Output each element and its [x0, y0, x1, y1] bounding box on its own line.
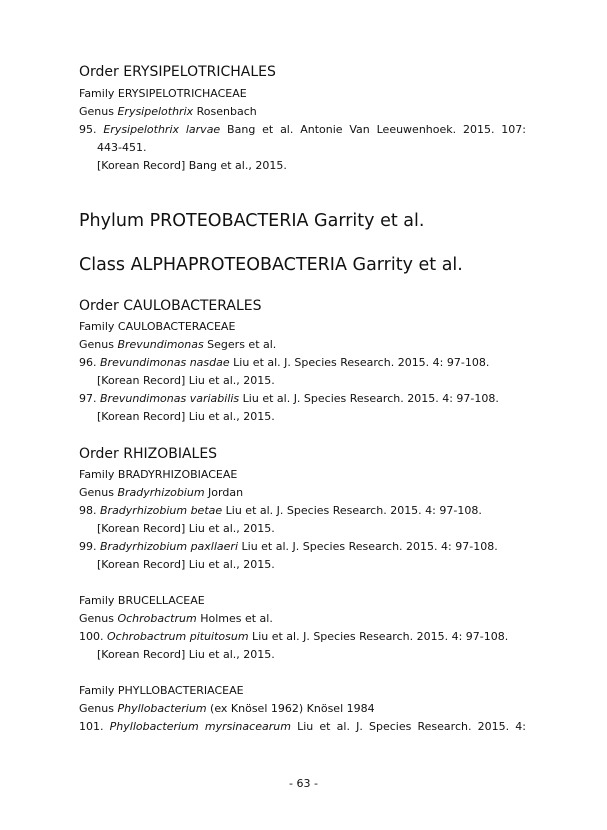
species-name: Phyllobacterium myrsinacearum [109, 720, 291, 733]
species-entry-99 [79, 540, 498, 553]
species-entry-101 [79, 720, 526, 733]
genus-heading [79, 702, 375, 715]
entry-number: 101. [79, 720, 110, 733]
species-entry-95 [79, 123, 526, 136]
species-reference: Liu et al. J. Species Research. 2015. 4: 97-108. [238, 540, 498, 553]
genus-label: Genus [79, 612, 118, 625]
entry-number: 100. [79, 630, 107, 643]
order-heading: Order ERYSIPELOTRICHALES [79, 64, 276, 80]
page-number: - 63 - [289, 777, 318, 790]
genus-name: Erysipelothrix [117, 105, 194, 118]
family-heading: Family BRUCELLACEAE [79, 594, 205, 607]
species-reference: Liu et al. J. Species Research. 2015. 4: 97-108. [229, 356, 490, 369]
species-name: Ochrobactrum pituitosum [107, 630, 249, 643]
species-reference: Liu et al. J. Species Research. 2015. 4: [290, 720, 526, 733]
genus-author: Jordan [204, 486, 244, 499]
genus-heading [79, 612, 273, 625]
genus-label: Genus [79, 702, 118, 715]
species-reference: Bang et al. Antonie Van Leeuwenhoek. 2015. 107: [220, 123, 527, 136]
genus-name: Bradyrhizobium [117, 486, 205, 499]
family-heading: Family CAULOBACTERACEAE [79, 320, 236, 333]
family-heading: Family ERYSIPELOTRICHACEAE [79, 87, 247, 100]
species-entry-97 [79, 392, 499, 405]
genus-heading [79, 105, 257, 118]
species-reference: Liu et al. J. Species Research. 2015. 4: 97-108. [222, 504, 482, 517]
korean-record: [Korean Record] Bang et al., 2015. [97, 159, 287, 172]
genus-label: Genus [79, 105, 118, 118]
korean-record: [Korean Record] Liu et al., 2015. [97, 374, 275, 387]
entry-number: 95. [79, 123, 104, 136]
class-heading: Class ALPHAPROTEOBACTERIA Garrity et al. [79, 255, 463, 275]
species-entry-96 [79, 356, 489, 369]
genus-author: Segers et al. [203, 338, 277, 351]
species-reference: Liu et al. J. Species Research. 2015. 4: 97-108. [239, 392, 499, 405]
genus-label: Genus [79, 486, 118, 499]
genus-author: Rosenbach [193, 105, 257, 118]
entry-number: 98. [79, 504, 100, 517]
species-reference: Liu et al. J. Species Research. 2015. 4: 97-108. [248, 630, 509, 643]
species-entry-98 [79, 504, 482, 517]
phylum-heading: Phylum PROTEOBACTERIA Garrity et al. [79, 211, 425, 231]
species-name: Bradyrhizobium betae [100, 504, 223, 517]
species-name: Brevundimonas variabilis [100, 392, 240, 405]
order-heading: Order CAULOBACTERALES [79, 298, 262, 314]
genus-name: Phyllobacterium [117, 702, 207, 715]
genus-name: Brevundimonas [117, 338, 204, 351]
korean-record: [Korean Record] Liu et al., 2015. [97, 558, 275, 571]
species-reference-continued: 443-451. [97, 141, 147, 154]
genus-author: Holmes et al. [196, 612, 273, 625]
species-name: Bradyrhizobium paxllaeri [100, 540, 239, 553]
genus-label: Genus [79, 338, 118, 351]
order-heading: Order RHIZOBIALES [79, 446, 218, 462]
genus-heading [79, 486, 243, 499]
entry-number: 99. [79, 540, 100, 553]
genus-author: (ex Knösel 1962) Knösel 1984 [206, 702, 375, 715]
family-heading: Family PHYLLOBACTERIACEAE [79, 684, 244, 697]
species-entry-100 [79, 630, 508, 643]
genus-heading [79, 338, 276, 351]
entry-number: 97. [79, 392, 100, 405]
korean-record: [Korean Record] Liu et al., 2015. [97, 648, 275, 661]
korean-record: [Korean Record] Liu et al., 2015. [97, 410, 275, 423]
species-name: Brevundimonas nasdae [100, 356, 230, 369]
entry-number: 96. [79, 356, 100, 369]
species-name: Erysipelothrix larvae [103, 123, 221, 136]
korean-record: [Korean Record] Liu et al., 2015. [97, 522, 275, 535]
family-heading: Family BRADYRHIZOBIACEAE [79, 468, 238, 481]
genus-name: Ochrobactrum [117, 612, 197, 625]
